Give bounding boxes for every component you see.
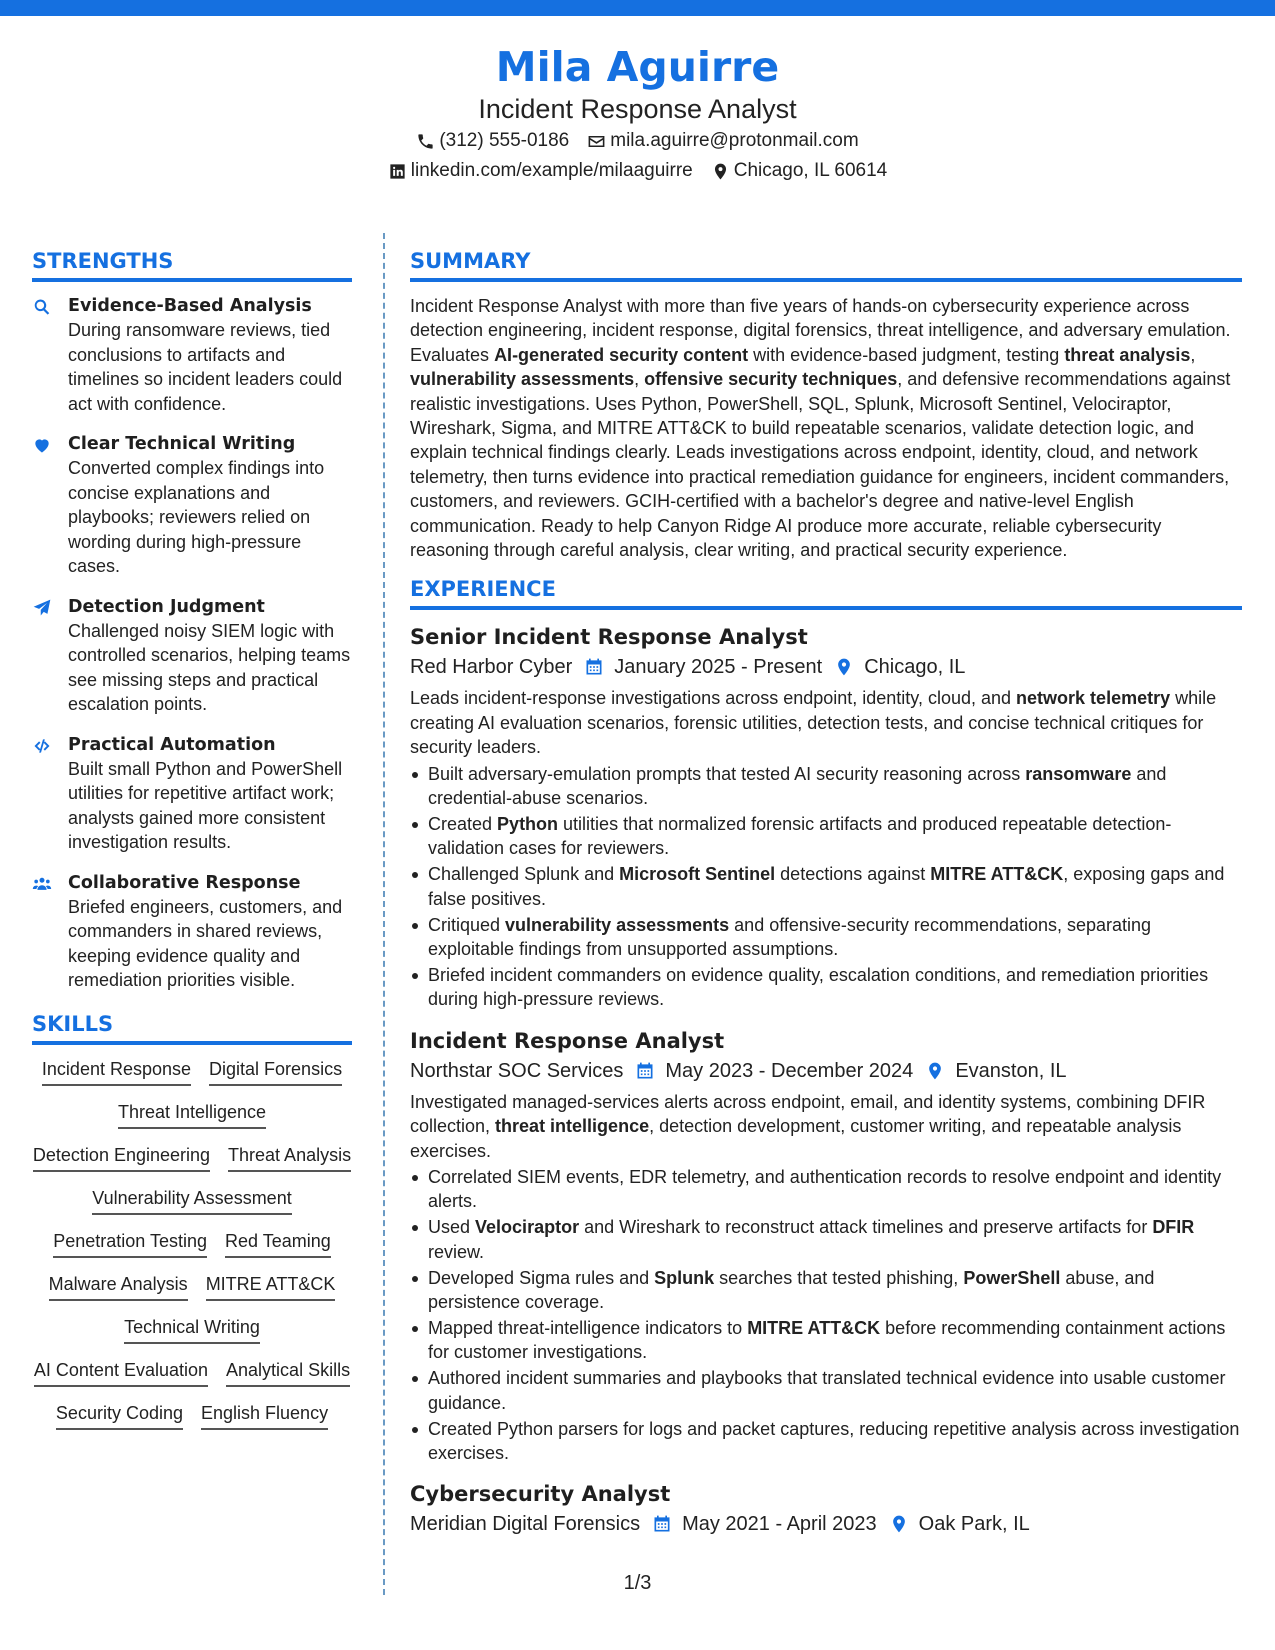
job-dates-item bbox=[584, 652, 822, 682]
job-location: Evanston, IL bbox=[955, 1059, 1067, 1082]
skill-tag: Vulnerability Assessment bbox=[92, 1186, 291, 1215]
column-divider bbox=[383, 233, 385, 1595]
job-meta bbox=[410, 1509, 1242, 1539]
location-item bbox=[711, 156, 888, 186]
calendar-icon bbox=[652, 1514, 672, 1534]
skill-tag: Digital Forensics bbox=[209, 1057, 342, 1086]
job-entry bbox=[410, 1479, 1242, 1539]
summary-heading: SUMMARY bbox=[410, 246, 1242, 282]
strength-body bbox=[68, 871, 352, 993]
jobs-list bbox=[410, 622, 1242, 1539]
skill-tag: Malware Analysis bbox=[49, 1272, 188, 1301]
emphasis: Velociraptor bbox=[475, 1217, 580, 1238]
strength-body bbox=[68, 595, 352, 717]
map-pin-icon bbox=[711, 162, 730, 181]
job-description: Leads incident-response investigations across endpoint, identity, cloud, and network telemetry while creating AI evaluation scenarios, forensic utilities, detection tests, and concise technical critiques for security leaders. bbox=[410, 688, 1217, 758]
candidate-title: Incident Response Analyst bbox=[478, 94, 797, 124]
job-dates-item bbox=[652, 1509, 877, 1539]
job-bullet: Critiqued vulnerability assessments and offensive-security recommendations, separating exploitable findings from unsupported assumptions. bbox=[410, 913, 1242, 962]
skills-list bbox=[32, 1057, 352, 1430]
right-column bbox=[410, 246, 1242, 1553]
map-pin-icon bbox=[925, 1061, 945, 1081]
skill-tag: English Fluency bbox=[201, 1401, 328, 1430]
linkedin-icon bbox=[388, 162, 407, 181]
emphasis: MITRE ATT&CK bbox=[930, 864, 1064, 885]
skill-tag: Threat Intelligence bbox=[118, 1100, 266, 1129]
page-number: 1/3 bbox=[623, 1572, 652, 1594]
skill-tag: Threat Analysis bbox=[228, 1143, 351, 1172]
job-bullet: Briefed incident commanders on evidence quality, escalation conditions, and remediation priorities during high-pressure reviews. bbox=[410, 963, 1242, 1012]
job-location: Chicago, IL bbox=[864, 656, 966, 679]
strength-title: Detection Judgment bbox=[68, 596, 265, 617]
skills-heading: SKILLS bbox=[32, 1009, 352, 1045]
map-pin-icon bbox=[834, 657, 854, 677]
map-pin-icon bbox=[889, 1514, 909, 1534]
contact-row-1 bbox=[0, 126, 1275, 156]
skill-tag: Red Teaming bbox=[225, 1229, 331, 1258]
skill-tag: MITRE ATT&CK bbox=[206, 1272, 336, 1301]
phone-item bbox=[416, 126, 569, 156]
strength-icon-wrap bbox=[32, 871, 56, 993]
job-meta bbox=[410, 1056, 1242, 1086]
skill-tag: Detection Engineering bbox=[33, 1143, 210, 1172]
strength-title: Clear Technical Writing bbox=[68, 434, 296, 454]
emphasis: vulnerability assessments bbox=[410, 369, 635, 390]
users-icon bbox=[32, 874, 52, 894]
strength-item bbox=[32, 733, 352, 855]
strengths-list bbox=[32, 294, 352, 993]
emphasis: ransomware bbox=[1025, 763, 1132, 784]
emphasis: Python bbox=[497, 814, 559, 834]
job-location-item bbox=[834, 652, 965, 682]
job-bullet: Developed Sigma rules and Splunk searches that tested phishing, PowerShell abuse, and persistence coverage. bbox=[410, 1266, 1242, 1315]
summary-text: Incident Response Analyst with more than five years of hands-on cybersecurity experience across detection engineering, incident response, digital forensics, threat intelligence, and adversary emulation. Evaluates AI-generated security content with evidence-based judgment, testing threat analysis, vulnerability assessments, offensive security techniques, and defensive recommendations against realistic investigations. Uses Python, PowerShell, SQL, Splunk, Microsoft Sentinel, Velociraptor, Wireshark, Sigma, and MITRE ATT&CK to build repeatable scenarios, validate detection logic, and explain technical findings clearly. Leads investigations across endpoint, identity, cloud, and network telemetry, then turns evidence into practical remediation guidance for engineers, incident commanders, customers, and reviewers. GCIH-certified with a bachelor's degree and native-level English communication. Ready to help Canyon Ridge AI produce more accurate, reliable cybersecurity reasoning through careful analysis, clear writing, and practical security experience. bbox=[410, 296, 1231, 561]
skill-tag: Penetration Testing bbox=[53, 1229, 207, 1258]
email-item[interactable] bbox=[587, 126, 858, 156]
emphasis: threat analysis bbox=[1064, 344, 1191, 365]
emphasis: PowerShell bbox=[963, 1267, 1061, 1288]
job-dates: May 2023 - December 2024 bbox=[665, 1059, 914, 1082]
job-bullet: Created Python utilities that normalized forensic artifacts and produced repeatable detection-validation cases for reviewers. bbox=[410, 812, 1242, 861]
job-meta bbox=[410, 652, 1242, 682]
emphasis: network telemetry bbox=[1016, 688, 1171, 709]
heart-icon bbox=[32, 435, 52, 455]
strength-item bbox=[32, 871, 352, 993]
strength-desc: Briefed engineers, customers, and commanders in shared reviews, keeping evidence quality and remediation priorities visible. bbox=[68, 896, 343, 990]
job-title: Senior Incident Response Analyst bbox=[410, 625, 808, 650]
strength-title: Evidence-Based Analysis bbox=[68, 296, 312, 316]
job-bullet: Used Velociraptor and Wireshark to reconstruct attack timelines and preserve artifacts for DFIR review. bbox=[410, 1215, 1242, 1264]
job-dates: January 2025 - Present bbox=[614, 656, 823, 679]
strength-icon-wrap bbox=[32, 294, 56, 416]
job-dates: May 2021 - April 2023 bbox=[682, 1513, 877, 1536]
code-icon bbox=[32, 736, 52, 756]
linkedin-item[interactable] bbox=[388, 156, 693, 186]
left-column bbox=[32, 246, 352, 1430]
strength-icon-wrap bbox=[32, 432, 56, 579]
calendar-icon bbox=[635, 1061, 655, 1081]
emphasis: vulnerability assessments bbox=[505, 914, 730, 935]
skill-tag: AI Content Evaluation bbox=[34, 1358, 208, 1387]
job-company: Meridian Digital Forensics bbox=[410, 1513, 641, 1536]
strength-icon-wrap bbox=[32, 733, 56, 855]
strength-icon-wrap bbox=[32, 595, 56, 717]
job-description: Investigated managed-services alerts across endpoint, email, and identity systems, combining DFIR collection, threat intelligence, detection development, customer writing, and repeatable analysis exercises. bbox=[410, 1091, 1206, 1161]
job-company: Red Harbor Cyber bbox=[410, 656, 573, 679]
linkedin-text[interactable]: linkedin.com/example/milaaguirre bbox=[410, 160, 693, 181]
email-text[interactable]: mila.aguirre@protonmail.com bbox=[610, 130, 859, 151]
job-bullets bbox=[410, 762, 1242, 1012]
skill-tag: Analytical Skills bbox=[226, 1358, 350, 1387]
emphasis: MITRE ATT&CK bbox=[747, 1317, 881, 1338]
strength-desc: Built small Python and PowerShell utilities for repetitive artifact work; analysts gained more consistent investigation results. bbox=[68, 758, 343, 852]
job-bullet: Authored incident summaries and playbooks that translated technical evidence into usable customer guidance. bbox=[410, 1366, 1242, 1415]
contact-row-2 bbox=[0, 156, 1275, 186]
strength-title: Practical Automation bbox=[68, 734, 276, 755]
strength-body bbox=[68, 733, 352, 855]
phone-icon bbox=[416, 132, 435, 151]
location-text: Chicago, IL 60614 bbox=[733, 160, 888, 181]
job-dates-item bbox=[635, 1056, 913, 1086]
skill-tag: Technical Writing bbox=[124, 1315, 260, 1344]
emphasis: offensive security techniques bbox=[644, 369, 898, 390]
paper-plane-icon bbox=[32, 598, 52, 618]
job-bullet: Mapped threat-intelligence indicators to MITRE ATT&CK before recommending containment actions for customer investigations. bbox=[410, 1316, 1242, 1365]
job-entry bbox=[410, 1026, 1242, 1466]
emphasis: AI-generated security content bbox=[494, 344, 749, 365]
strength-item bbox=[32, 432, 352, 579]
candidate-name: Mila Aguirre bbox=[495, 43, 780, 91]
job-bullet: Created Python parsers for logs and packet captures, reducing repetitive analysis across investigation exercises. bbox=[410, 1417, 1242, 1466]
job-location-item bbox=[925, 1056, 1066, 1086]
job-title: Incident Response Analyst bbox=[410, 1028, 725, 1053]
calendar-icon bbox=[584, 657, 604, 677]
top-accent-bar bbox=[0, 0, 1275, 16]
strength-item bbox=[32, 595, 352, 717]
experience-heading: EXPERIENCE bbox=[410, 574, 1242, 610]
envelope-icon bbox=[587, 132, 606, 151]
skill-tag: Security Coding bbox=[56, 1401, 183, 1430]
strength-desc: Challenged noisy SIEM logic with controlled scenarios, helping teams see missing steps and practical escalation points. bbox=[68, 620, 351, 714]
job-location: Oak Park, IL bbox=[918, 1513, 1030, 1536]
job-bullet: Built adversary-emulation prompts that tested AI security reasoning across ransomware and credential-abuse scenarios. bbox=[410, 762, 1242, 811]
search-icon bbox=[32, 297, 52, 317]
job-bullet: Correlated SIEM events, EDR telemetry, and authentication records to resolve endpoint and identity alerts. bbox=[410, 1165, 1242, 1214]
emphasis: Microsoft Sentinel bbox=[619, 864, 776, 885]
job-title: Cybersecurity Analyst bbox=[410, 1482, 671, 1507]
strength-title: Collaborative Response bbox=[68, 872, 301, 893]
skills-section bbox=[32, 1009, 352, 1430]
job-bullet: Challenged Splunk and Microsoft Sentinel detections against MITRE ATT&CK, exposing gaps and false positives. bbox=[410, 862, 1242, 911]
job-location-item bbox=[889, 1509, 1030, 1539]
job-bullets bbox=[410, 1165, 1242, 1465]
strength-desc: During ransomware reviews, tied conclusions to artifacts and timelines so incident leaders could act with confidence. bbox=[68, 320, 343, 414]
strength-item bbox=[32, 294, 352, 416]
emphasis: DFIR bbox=[1152, 1217, 1195, 1238]
strength-desc: Converted complex findings into concise explanations and playbooks; reviewers relied on wording during high-pressure cases. bbox=[68, 458, 325, 576]
strength-body bbox=[68, 432, 352, 579]
strength-body bbox=[68, 294, 352, 416]
emphasis: threat intelligence bbox=[495, 1116, 650, 1137]
job-entry bbox=[410, 622, 1242, 1011]
skill-tag: Incident Response bbox=[42, 1057, 191, 1086]
resume-header bbox=[0, 42, 1275, 186]
emphasis: Splunk bbox=[654, 1267, 715, 1288]
phone-text: (312) 555-0186 bbox=[439, 130, 570, 151]
strengths-heading: STRENGTHS bbox=[32, 246, 352, 282]
job-company: Northstar SOC Services bbox=[410, 1059, 624, 1082]
